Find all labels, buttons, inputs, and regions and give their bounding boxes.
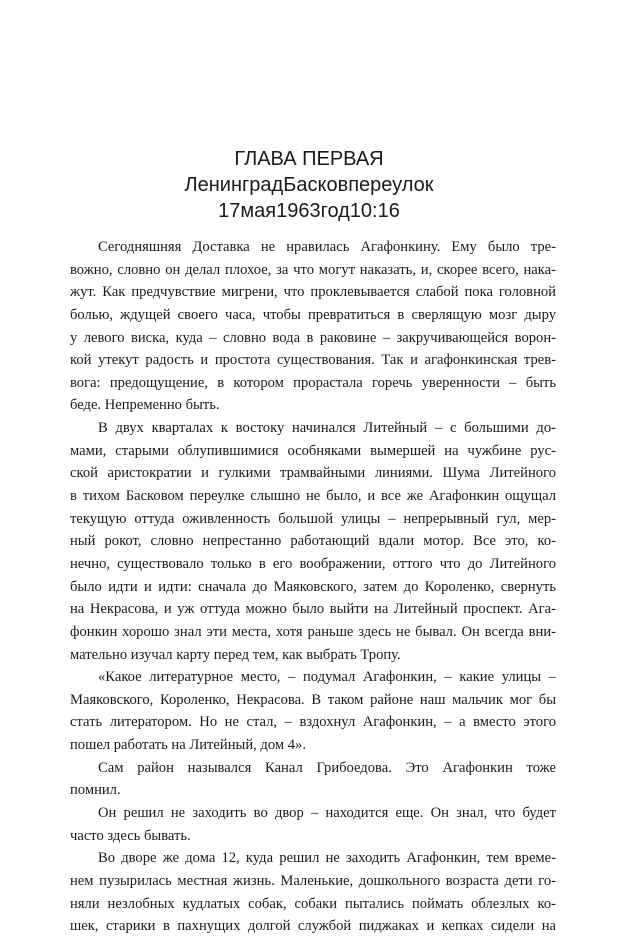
text-line: нем пузырилась местная жизнь. Маленькие, дошкольного возраста дети го-: [70, 872, 556, 889]
text-line: кой утекут радость и простота существования. Так и агафонкинская трев-: [70, 352, 556, 369]
text-line: няли незлобных кудлатых собак, собаки пытались поймать облезлых ко-: [70, 895, 556, 912]
paragraph: [70, 236, 556, 417]
text-line: Во дворе же дома 12, куда решил не заходить Агафонкин, тем време-: [98, 850, 556, 867]
text-line: болью, ждущей своего часа, чтобы превратиться в сверлящую мозг дыру: [70, 306, 556, 323]
text-line: было идти и идти: сначала до Маяковского, затем до Короленко, свернуть: [70, 578, 556, 595]
text-line: у левого виска, куда – словно вода в раковине – закручивающейся ворон-: [70, 329, 556, 346]
text-line: нечно, существовало только в его воображении, оттого что до Литейного: [70, 555, 556, 572]
text-line: шек, старики в пахнущих долгой службой пиджаках и кепках сидели на: [70, 918, 556, 935]
text-line: вога: предощущение, в котором прорастала горечь уверенности – быть: [70, 374, 556, 391]
text-line: Он решил не заходить во двор – находится еще. Он знал, что будет: [98, 805, 556, 822]
paragraph: [70, 417, 556, 666]
text-line: «Какое литературное место, – подумал Агафонкин, – какие улицы –: [98, 669, 556, 686]
text-line: В двух кварталах к востоку начинался Литейный – с большими до-: [98, 420, 556, 437]
chapter-datetime: 17мая1963год10:16: [218, 200, 400, 222]
text-line: пошел работать на Литейный, дом 4».: [70, 737, 306, 754]
paragraph: [70, 757, 556, 802]
chapter-location: ЛенинградБасковпереулок: [184, 174, 434, 196]
paragraph: [70, 802, 556, 847]
text-line: в тихом Басковом переулке слышно не было, и все же Агафонкин ощущал: [70, 488, 556, 505]
text-line: мательно изучал карту перед тем, как выбрать Тропу.: [70, 646, 401, 663]
text-line: помнил.: [70, 782, 121, 799]
text-line: вожно, словно он делал плохое, за что могут наказать, и, скорее всего, нака-: [70, 261, 556, 278]
text-line: Сегодняшняя Доставка не нравилась Агафонкину. Ему было тре-: [98, 239, 556, 255]
text-line: часто здесь бывать.: [70, 827, 191, 844]
text-line: Маяковского, Короленко, Некрасова. В таком районе наш мальчик мог бы: [70, 691, 556, 708]
text-line: жут. Как предчувствие мигрени, что проклевывается слабой пока головной: [70, 284, 556, 301]
paragraph: [70, 666, 556, 757]
chapter-body-text: [70, 236, 556, 938]
text-line: ный рокот, словно непрестанно работающий вдали мотор. Все это, ко-: [70, 533, 556, 550]
text-line: фонкин хорошо знал эти места, хотя раньше здесь не бывал. Он всегда вни-: [70, 623, 556, 640]
text-line: текущую оттуда оживленность большой улицы – непрерывный гул, мер-: [70, 510, 556, 527]
text-line: на Некрасова, и уж оттуда можно было выйти на Литейный проспект. Ага-: [70, 601, 556, 618]
text-line: мами, старыми облупившимися особняками вымершей на чужбине рус-: [70, 442, 556, 459]
text-line: беде. Непременно быть.: [70, 397, 220, 414]
text-line: Сам район назывался Канал Грибоедова. Это Агафонкин тоже: [98, 759, 556, 776]
text-line: стать литератором. Но не стал, – вздохнул Агафонкин, – а вместо этого: [70, 714, 556, 731]
paragraph: [70, 847, 556, 938]
chapter-title: ГЛАВА ПЕРВАЯ: [234, 148, 384, 170]
text-line: ской аристократии и гулкими трамвайными линиями. Шума Литейного: [70, 465, 556, 482]
